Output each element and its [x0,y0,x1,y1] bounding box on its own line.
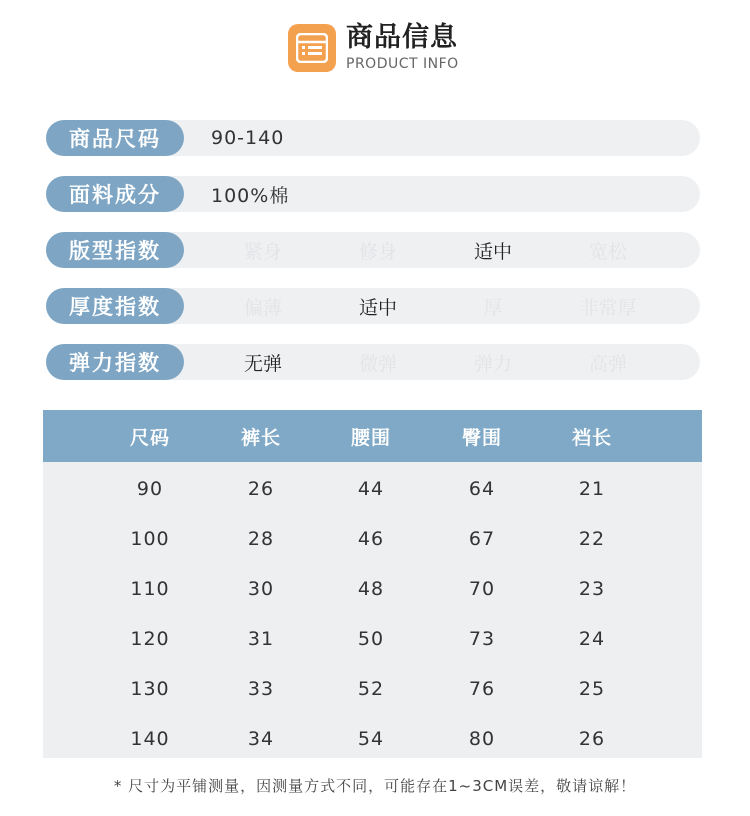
attr-option: 厚 [483,296,503,319]
attr-option: 适中 [358,296,397,319]
measurement-footnote: * 尺寸为平铺测量，因测量方式不同，可能存在1~3CM误差，敬请谅解！ [113,777,637,795]
attr-row-size [46,120,700,156]
attr-options [196,288,700,324]
table-header [43,410,702,462]
table-cell: 140 [130,728,170,750]
table-cell: 67 [468,528,496,550]
section-header [288,22,459,74]
table-cell: 52 [357,678,385,700]
attr-option: 宽松 [588,240,627,263]
table-header-cell: 裆长 [571,426,612,449]
table-cell: 70 [468,578,496,600]
table-row [43,464,702,514]
table-cell: 54 [357,728,385,750]
table-cell: 48 [357,578,385,600]
table-cell: 26 [578,728,606,750]
table-cell: 23 [578,578,606,600]
table-header-cell: 尺码 [129,426,170,449]
attr-value: 100%棉 [211,184,290,207]
table-cell: 21 [578,478,606,500]
attr-row-elasticity [46,344,700,380]
table-cell: 50 [357,628,385,650]
table-header-cell: 臀围 [461,426,502,449]
attr-label: 版型指数 [46,232,184,268]
attr-label: 商品尺码 [46,120,184,156]
table-cell: 31 [247,628,275,650]
attribute-list [46,120,700,400]
attr-value: 90-140 [211,127,285,149]
table-row [43,664,702,714]
table-cell: 30 [247,578,275,600]
table-cell: 64 [468,478,496,500]
table-row [43,614,702,664]
attr-option: 弹力 [473,352,512,375]
table-cell: 46 [357,528,385,550]
attr-label: 面料成分 [46,176,184,212]
attr-option: 紧身 [243,240,282,263]
attr-row-fabric [46,176,700,212]
section-title: 商品信息 [346,22,458,53]
attr-row-fit [46,232,700,268]
size-table [43,410,702,758]
table-cell: 80 [468,728,496,750]
table-cell: 73 [468,628,496,650]
table-cell: 90 [136,478,164,500]
attr-option: 适中 [473,240,512,263]
table-cell: 100 [130,528,170,550]
table-cell: 24 [578,628,606,650]
table-header-cell: 腰围 [350,426,391,449]
table-cell: 28 [247,528,275,550]
attr-option: 高弹 [588,352,627,375]
table-cell: 76 [468,678,496,700]
attr-option: 微弹 [358,352,397,375]
table-cell: 44 [357,478,385,500]
attr-option: 偏薄 [243,296,282,319]
attr-row-thickness [46,288,700,324]
table-cell: 22 [578,528,606,550]
attr-label: 弹力指数 [46,344,184,380]
table-cell: 33 [247,678,275,700]
table-row [43,514,702,564]
attr-options [196,344,700,380]
table-cell: 130 [130,678,170,700]
table-header-cell: 裤长 [240,426,281,449]
table-cell: 34 [247,728,275,750]
attr-label: 厚度指数 [46,288,184,324]
attr-options [196,232,700,268]
table-row [43,564,702,614]
attr-option: 非常厚 [579,296,637,319]
table-row [43,714,702,764]
attr-option: 修身 [358,240,397,263]
table-cell: 26 [247,478,275,500]
attr-option: 无弹 [243,352,282,375]
table-cell: 25 [578,678,606,700]
table-body [43,462,702,758]
section-subtitle: PRODUCT INFO [346,56,459,72]
table-cell: 110 [130,578,170,600]
list-icon [288,24,336,72]
table-cell: 120 [130,628,170,650]
